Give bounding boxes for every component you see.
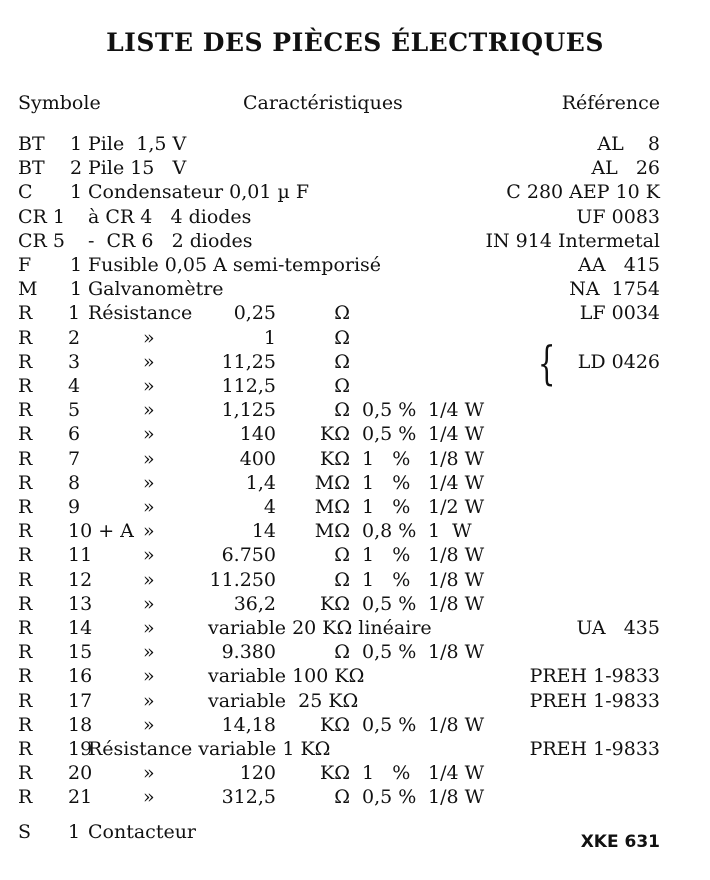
row-unit: Ω bbox=[334, 786, 350, 809]
row-power: 1 W bbox=[428, 520, 472, 543]
row-reference: IN 914 Intermetal bbox=[485, 229, 660, 252]
row-description: » bbox=[143, 617, 155, 639]
row-tolerance: 0,5 % bbox=[362, 423, 417, 446]
table-row bbox=[0, 543, 710, 567]
row-description: Pile 1,5 V bbox=[88, 133, 187, 155]
row-description: » bbox=[143, 447, 155, 470]
row-number: 19 bbox=[68, 738, 93, 760]
row-number: 4 bbox=[68, 375, 81, 397]
row-power: 1/8 W bbox=[428, 447, 485, 470]
table-row bbox=[0, 398, 710, 422]
table-row bbox=[0, 713, 710, 737]
row-unit: Ω bbox=[334, 375, 350, 397]
row-unit: MΩ bbox=[314, 496, 350, 518]
row-symbol: R bbox=[18, 447, 33, 470]
table-row bbox=[0, 156, 710, 180]
row-reference: PREH 1-9833 bbox=[529, 738, 660, 760]
table-row bbox=[0, 422, 710, 446]
row-unit: Ω bbox=[334, 302, 350, 325]
row-symbol: R bbox=[18, 399, 33, 422]
row-symbol: R bbox=[18, 568, 33, 591]
row-number: 2 bbox=[68, 326, 81, 349]
row-description: » bbox=[143, 375, 155, 397]
row-number: 1 bbox=[68, 821, 81, 843]
row-symbol: R bbox=[18, 665, 33, 688]
header-reference: Référence bbox=[561, 92, 660, 114]
row-unit: KΩ bbox=[320, 713, 350, 736]
row-value: 1,125 bbox=[221, 399, 276, 422]
table-row bbox=[0, 277, 710, 301]
row-description: » bbox=[143, 762, 155, 785]
row-symbol: R bbox=[18, 302, 33, 325]
table-row bbox=[0, 253, 710, 277]
row-description: » bbox=[143, 786, 155, 809]
row-description: » bbox=[143, 689, 155, 712]
row-reference: PREH 1-9833 bbox=[529, 665, 660, 688]
row-number: 13 bbox=[68, 592, 93, 615]
row-symbol: R bbox=[18, 375, 33, 397]
row-power: 1/4 W bbox=[428, 471, 485, 494]
row-symbol: R bbox=[18, 350, 33, 373]
row-tolerance: 1 % bbox=[362, 447, 411, 470]
row-value: 14 bbox=[251, 520, 276, 543]
row-symbol: R bbox=[18, 617, 33, 639]
table-row bbox=[0, 471, 710, 495]
row-symbol: M bbox=[18, 278, 38, 301]
row-number: 9 bbox=[68, 496, 81, 518]
row-power: 1/8 W bbox=[428, 544, 485, 567]
row-unit: Ω bbox=[334, 399, 350, 422]
row-description: » bbox=[143, 350, 155, 373]
row-description: » bbox=[143, 665, 155, 688]
row-value: 140 bbox=[239, 423, 276, 446]
table-row bbox=[0, 447, 710, 471]
table-row bbox=[0, 785, 710, 809]
row-symbol: R bbox=[18, 592, 33, 615]
row-description: Fusible 0,05 A semi-temporisé bbox=[88, 254, 382, 276]
row-value: 112,5 bbox=[221, 375, 276, 397]
row-description: » bbox=[143, 471, 155, 494]
row-symbol: R bbox=[18, 544, 33, 567]
row-symbol: R bbox=[18, 496, 33, 518]
row-symbol: R bbox=[18, 471, 33, 494]
row-symbol: R bbox=[18, 689, 33, 712]
row-reference: AL 8 bbox=[597, 133, 660, 155]
row-reference: AA 415 bbox=[578, 254, 660, 276]
row-value: 11.250 bbox=[209, 568, 276, 591]
row-symbol: R bbox=[18, 713, 33, 736]
row-number: 1 bbox=[70, 278, 83, 301]
header-symbol: Symbole bbox=[18, 92, 101, 114]
row-number: 3 bbox=[68, 350, 81, 373]
row-description: Résistance bbox=[88, 302, 193, 325]
table-row bbox=[0, 592, 710, 616]
row-symbol: R bbox=[18, 738, 33, 760]
row-number: 16 bbox=[68, 665, 93, 688]
row-unit: KΩ bbox=[320, 423, 350, 446]
row-symbol: R bbox=[18, 326, 33, 349]
row-reference: XKE 631 bbox=[580, 832, 660, 852]
row-power: 1/2 W bbox=[428, 496, 485, 518]
row-description: Galvanomètre bbox=[88, 278, 224, 301]
row-reference: AL 26 bbox=[591, 157, 660, 180]
row-reference: LF 0034 bbox=[579, 302, 660, 325]
row-description: Condensateur 0,01 µ F bbox=[88, 181, 310, 204]
row-unit: MΩ bbox=[314, 520, 350, 543]
row-tolerance: 0,8 % bbox=[362, 520, 417, 543]
row-value: 4 bbox=[263, 496, 276, 518]
row-symbol: S bbox=[18, 821, 32, 843]
row-reference: C 280 AEP 10 K bbox=[506, 181, 660, 204]
row-symbol: BT bbox=[18, 133, 45, 155]
row-tolerance: 0,5 % bbox=[362, 592, 417, 615]
row-tolerance: 0,5 % bbox=[362, 786, 417, 809]
row-description: » bbox=[143, 496, 155, 518]
row-symbol: R bbox=[18, 423, 33, 446]
table-row bbox=[0, 664, 710, 688]
row-number: 6 bbox=[68, 423, 81, 446]
row-description: - CR 6 2 diodes bbox=[88, 229, 253, 252]
row-value: 0,25 bbox=[233, 302, 276, 325]
row-unit: MΩ bbox=[314, 471, 350, 494]
row-value: 36,2 bbox=[233, 592, 276, 615]
table-row bbox=[0, 495, 710, 519]
row-unit: Ω bbox=[334, 641, 350, 664]
row-description: » bbox=[143, 423, 155, 446]
row-symbol: F bbox=[18, 254, 32, 276]
row-tolerance: 1 % bbox=[362, 568, 411, 591]
table-row bbox=[0, 737, 710, 761]
row-unit: Ω bbox=[334, 544, 350, 567]
row-power: 1/8 W bbox=[428, 786, 485, 809]
table-row bbox=[0, 519, 710, 543]
row-number: 7 bbox=[68, 447, 81, 470]
row-description: » bbox=[143, 592, 155, 615]
row-number: 1 bbox=[70, 133, 83, 155]
row-symbol: CR 5 bbox=[18, 229, 65, 252]
row-number: 17 bbox=[68, 689, 93, 712]
row-unit: KΩ bbox=[320, 762, 350, 785]
table-row bbox=[0, 301, 710, 325]
row-power: 1/4 W bbox=[428, 762, 485, 785]
table-row bbox=[0, 180, 710, 204]
row-tolerance: 1 % bbox=[362, 544, 411, 567]
row-symbol: CR 1 bbox=[18, 205, 65, 228]
row-reference: PREH 1-9833 bbox=[529, 689, 660, 712]
table-row bbox=[0, 689, 710, 713]
row-unit: KΩ bbox=[320, 447, 350, 470]
row-value: 11,25 bbox=[221, 350, 276, 373]
row-unit: Ω bbox=[334, 326, 350, 349]
row-tolerance: 0,5 % bbox=[362, 399, 417, 422]
row-value: variable 100 KΩ bbox=[208, 665, 365, 688]
brace-mark: { bbox=[537, 336, 556, 390]
row-description: à CR 4 4 diodes bbox=[88, 205, 252, 228]
row-number: 5 bbox=[68, 399, 81, 422]
row-reference: NA 1754 bbox=[569, 278, 660, 301]
row-description: Contacteur bbox=[88, 821, 197, 843]
table-row bbox=[0, 761, 710, 785]
row-description: Résistance variable 1 KΩ bbox=[88, 738, 331, 760]
row-power: 1/8 W bbox=[428, 713, 485, 736]
row-description: » bbox=[143, 399, 155, 422]
row-value: 312,5 bbox=[221, 786, 276, 809]
row-number: 2 bbox=[70, 157, 83, 180]
header-characteristics: Caractéristiques bbox=[243, 92, 403, 114]
row-number: 18 bbox=[68, 713, 93, 736]
row-value: 9.380 bbox=[221, 641, 276, 664]
row-unit: Ω bbox=[334, 350, 350, 373]
row-tolerance: 1 % bbox=[362, 496, 411, 518]
row-symbol: BT bbox=[18, 157, 45, 180]
row-value: 6.750 bbox=[221, 544, 276, 567]
row-number: 11 bbox=[68, 544, 93, 567]
row-value: 1,4 bbox=[245, 471, 276, 494]
row-symbol: R bbox=[18, 641, 33, 664]
last-row bbox=[0, 820, 710, 852]
row-tolerance: 0,5 % bbox=[362, 713, 417, 736]
row-description: Pile 15 V bbox=[88, 157, 187, 180]
row-description: » bbox=[143, 544, 155, 567]
row-number: 10 + A bbox=[68, 520, 134, 543]
row-symbol: C bbox=[18, 181, 33, 204]
row-unit: KΩ bbox=[320, 592, 350, 615]
row-number: 12 bbox=[68, 568, 93, 591]
row-description: » bbox=[143, 568, 155, 591]
row-value: 1 bbox=[263, 326, 276, 349]
row-tolerance: 1 % bbox=[362, 471, 411, 494]
row-number: 20 bbox=[68, 762, 93, 785]
row-description: » bbox=[143, 713, 155, 736]
row-reference: UA 435 bbox=[576, 617, 660, 639]
row-value: 14,18 bbox=[221, 713, 276, 736]
row-reference: LD 0426 bbox=[577, 350, 660, 373]
table-row bbox=[0, 205, 710, 229]
row-number: 21 bbox=[68, 786, 93, 809]
row-number: 15 bbox=[68, 641, 93, 664]
row-number: 1 bbox=[70, 254, 83, 276]
row-unit: Ω bbox=[334, 568, 350, 591]
table-row bbox=[0, 616, 710, 640]
row-tolerance: 1 % bbox=[362, 762, 411, 785]
table-row bbox=[0, 326, 710, 350]
row-symbol: R bbox=[18, 786, 33, 809]
row-power: 1/8 W bbox=[428, 641, 485, 664]
row-reference: UF 0083 bbox=[576, 205, 660, 228]
row-number: 1 bbox=[70, 181, 83, 204]
row-symbol: R bbox=[18, 520, 33, 543]
row-power: 1/8 W bbox=[428, 592, 485, 615]
row-description: » bbox=[143, 641, 155, 664]
row-power: 1/8 W bbox=[428, 568, 485, 591]
table-row bbox=[0, 640, 710, 664]
table-row bbox=[0, 350, 710, 374]
row-tolerance: 0,5 % bbox=[362, 641, 417, 664]
row-description: » bbox=[143, 326, 155, 349]
row-value: variable 20 KΩ linéaire bbox=[208, 617, 432, 639]
table-row bbox=[0, 568, 710, 592]
row-description: » bbox=[143, 520, 155, 543]
row-power: 1/4 W bbox=[428, 423, 485, 446]
row-value: 120 bbox=[239, 762, 276, 785]
row-value: variable 25 KΩ bbox=[208, 689, 359, 712]
row-number: 14 bbox=[68, 617, 93, 639]
row-number: 8 bbox=[68, 471, 81, 494]
table-row bbox=[0, 132, 710, 156]
row-symbol: R bbox=[18, 762, 33, 785]
row-power: 1/4 W bbox=[428, 399, 485, 422]
row-value: 400 bbox=[239, 447, 276, 470]
page-title: LISTE DES PIÈCES ÉLECTRIQUES bbox=[106, 28, 604, 57]
table-row bbox=[0, 229, 710, 253]
table-row bbox=[0, 374, 710, 398]
row-number: 1 bbox=[68, 302, 81, 325]
